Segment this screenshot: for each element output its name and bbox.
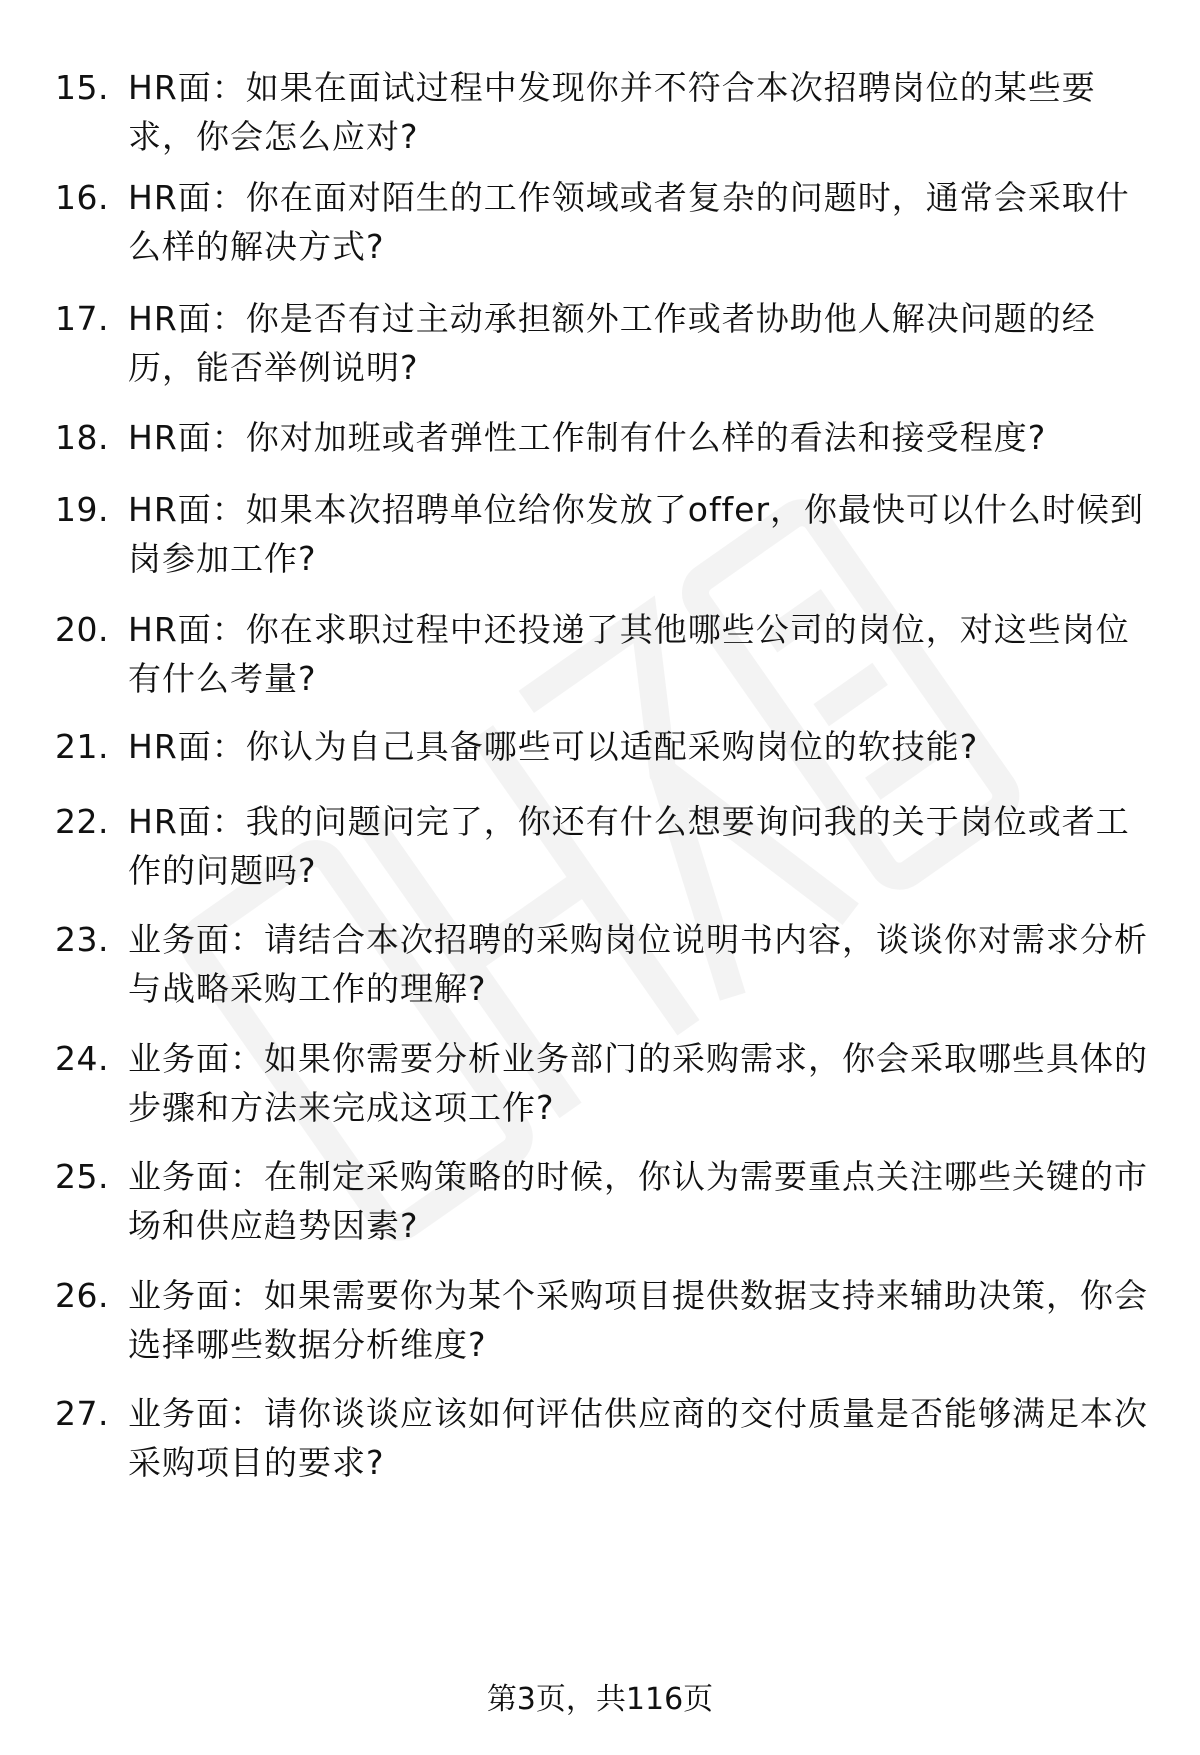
question-text: 我的问题问完了，你还有什么想要询问我的关于岗位或者工作的问题吗? [128,802,1130,890]
question-text: 请你谈谈应该如何评估供应商的交付质量是否能够满足本次采购项目的要求? [128,1394,1148,1482]
question-item [0,1389,1200,1487]
question-item [0,485,1200,583]
question-body [128,173,1158,271]
question-label: HR面： [128,68,246,107]
question-number: 21. [55,727,109,766]
question-body [128,413,1158,462]
question-text: 请结合本次招聘的采购岗位说明书内容，谈谈你对需求分析与战略采购工作的理解? [128,920,1148,1008]
question-item [0,1152,1200,1250]
question-item [0,1271,1200,1369]
question-label: HR面： [128,727,246,766]
question-body [128,722,1158,771]
page-footer [0,1680,1200,1720]
question-label: HR面： [128,610,246,649]
question-body [128,797,1158,895]
question-label: 业务面： [128,920,264,959]
question-text: 你认为自己具备哪些可以适配采购岗位的软技能? [245,727,979,766]
question-text: 如果你需要分析业务部门的采购需求，你会采取哪些具体的步骤和方法来完成这项工作? [128,1039,1148,1127]
question-body [128,294,1158,392]
question-item [0,173,1200,271]
question-item [0,413,1200,462]
question-item [0,915,1200,1013]
question-label: 业务面： [128,1394,264,1433]
question-body [128,1389,1158,1487]
question-label: HR面： [128,178,246,217]
question-body [128,485,1158,583]
question-text: 你在面对陌生的工作领域或者复杂的问题时，通常会采取什么样的解决方式? [128,178,1130,266]
question-number: 18. [55,418,109,457]
question-number: 26. [55,1276,109,1315]
question-item [0,722,1200,771]
question-number: 23. [55,920,109,959]
question-text: 如果需要你为某个采购项目提供数据支持来辅助决策，你会选择哪些数据分析维度? [128,1276,1148,1364]
question-body [128,1152,1158,1250]
question-label: HR面： [128,418,246,457]
question-body [128,63,1158,161]
question-item [0,1034,1200,1132]
question-text: 如果本次招聘单位给你发放了offer，你最快可以什么时候到岗参加工作? [128,490,1145,578]
question-number: 24. [55,1039,109,1078]
question-text: 你对加班或者弹性工作制有什么样的看法和接受程度? [245,418,1047,457]
question-number: 27. [55,1394,109,1433]
question-body [128,1034,1158,1132]
question-body [128,1271,1158,1369]
question-label: HR面： [128,299,246,338]
question-item [0,294,1200,392]
question-text: 你在求职过程中还投递了其他哪些公司的岗位，对这些岗位有什么考量? [128,610,1130,698]
question-number: 22. [55,802,109,841]
question-item [0,605,1200,703]
question-number: 20. [55,610,109,649]
page-indicator: 第3页，共116页 [486,1682,714,1717]
question-label: HR面： [128,802,246,841]
question-body [128,605,1158,703]
question-number: 19. [55,490,109,529]
question-item [0,797,1200,895]
question-number: 25. [55,1157,109,1196]
question-label: 业务面： [128,1039,264,1078]
question-item [0,63,1200,161]
question-number: 16. [55,178,109,217]
question-number: 15. [55,68,109,107]
question-body [128,915,1158,1013]
question-text: 在制定采购策略的时候，你认为需要重点关注哪些关键的市场和供应趋势因素? [128,1157,1148,1245]
question-text: 如果在面试过程中发现你并不符合本次招聘岗位的某些要求，你会怎么应对? [128,68,1096,156]
question-label: 业务面： [128,1157,264,1196]
question-label: 业务面： [128,1276,264,1315]
question-number: 17. [55,299,109,338]
question-label: HR面： [128,490,246,529]
question-text: 你是否有过主动承担额外工作或者协助他人解决问题的经历，能否举例说明? [128,299,1096,387]
